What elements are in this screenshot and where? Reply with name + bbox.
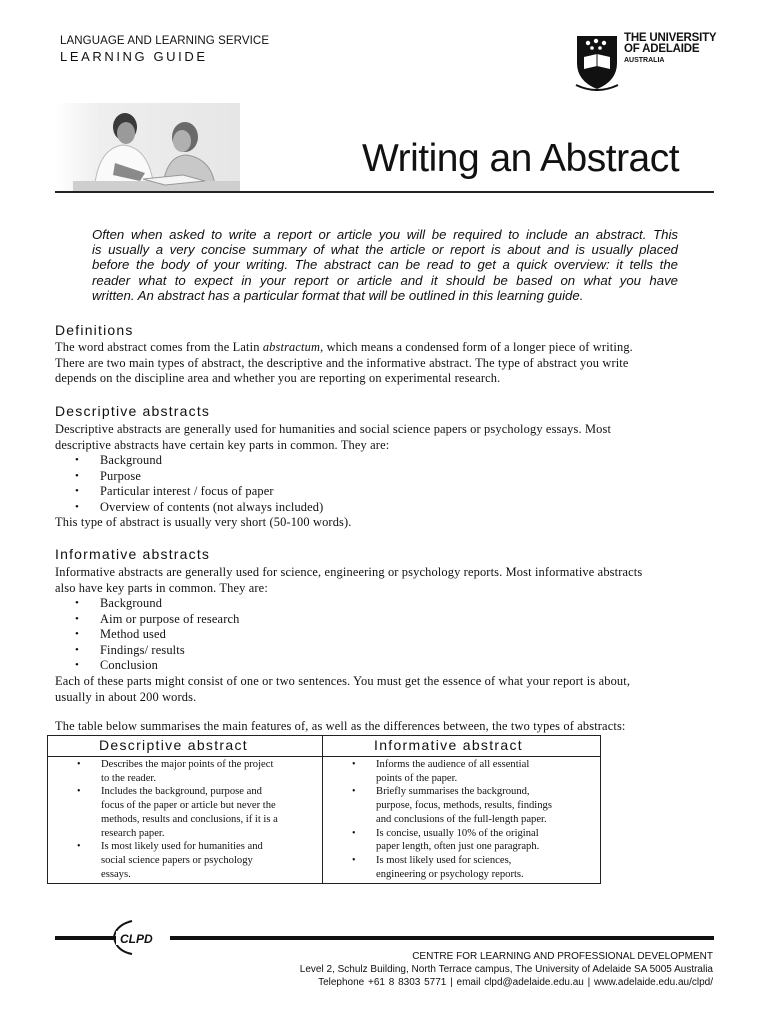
- list-item: [77, 840, 278, 881]
- feature-line: engineering or psychology reports.: [376, 868, 524, 880]
- descriptive-features-list: [77, 758, 278, 881]
- informative-line: Informative abstracts are generally used for science, engineering or psychology reports. Most informative abstracts: [55, 565, 643, 579]
- feature-line: • Includes the background, purpose and: [101, 786, 262, 798]
- list-item: • Purpose: [72, 469, 323, 485]
- feature-line: research paper.: [101, 827, 165, 839]
- table-intro: The table below summarises the main features of, as well as the differences between, the two types of abstracts:: [55, 719, 626, 733]
- list-item: • Method used: [72, 627, 239, 643]
- university-country: AUSTRALIA: [624, 57, 665, 64]
- descriptive-text: [55, 422, 715, 453]
- definitions-line: depends on the discipline area and whether you are reporting on experimental research.: [55, 371, 501, 386]
- intro-line: before the body of your writing. The abstract can be read to get a quick overview: it tells the: [92, 257, 678, 273]
- feature-line: methods, results and conclusions, if it is a: [101, 813, 278, 825]
- service-name: LANGUAGE AND LEARNING SERVICE: [60, 35, 270, 47]
- page-title: Writing an Abstract: [362, 137, 680, 180]
- feature-line: and conclusions of the full-length paper.: [376, 813, 547, 825]
- definitions-text-part: , which means a condensed form of a longer piece of writing.: [320, 340, 633, 354]
- list-item: [77, 785, 278, 840]
- column-divider: [322, 736, 323, 883]
- informative-heading: Informative abstracts: [55, 546, 211, 562]
- clpd-logo-text: CLPD: [120, 932, 153, 946]
- clpd-logo: [110, 917, 170, 957]
- students-photo: [55, 103, 240, 191]
- descriptive-column-heading: Descriptive abstract: [99, 737, 248, 753]
- crest-icon: [574, 33, 620, 91]
- feature-line: • Describes the major points of the project: [101, 759, 274, 770]
- list-item: [352, 785, 552, 826]
- title-divider: [55, 191, 714, 193]
- descriptive-parts-list: [72, 453, 323, 515]
- list-item: • Conclusion: [72, 658, 239, 674]
- list-item: • Particular interest / focus of paper: [72, 484, 323, 500]
- descriptive-line: descriptive abstracts have certain key parts in common. They are:: [55, 437, 390, 452]
- intro-line: written. An abstract has a particular format that will be outlined in this learning guide.: [92, 287, 584, 303]
- guide-label: LEARNING GUIDE: [60, 49, 208, 64]
- descriptive-heading: Descriptive abstracts: [55, 403, 211, 419]
- feature-line: • Is concise, usually 10% of the original: [376, 827, 539, 839]
- intro-line: Often when asked to write a report or article you will be required to include an abstract. This: [92, 227, 678, 242]
- list-item: [352, 827, 552, 854]
- university-name-line2: OF ADELAIDE: [624, 43, 700, 55]
- list-item: [77, 758, 278, 785]
- informative-line: also have key parts in common. They are:: [55, 580, 268, 595]
- footer-address: Level 2, Schulz Building, North Terrace campus, The University of Adelaide SA 5005 Australia: [299, 964, 713, 975]
- intro-paragraph: [92, 227, 678, 303]
- informative-parts-list: [72, 596, 239, 674]
- descriptive-length-note: This type of abstract is usually very short (50-100 words).: [55, 515, 352, 529]
- list-item: [352, 854, 552, 881]
- feature-line: paper length, often just one paragraph.: [376, 841, 540, 853]
- latin-term: abstractum: [262, 340, 321, 354]
- definitions-heading: Definitions: [55, 322, 134, 338]
- list-item: • Aim or purpose of research: [72, 612, 239, 628]
- informative-after-text: [55, 674, 715, 705]
- list-item: • Findings/ results: [72, 643, 239, 659]
- definitions-line: There are two main types of abstract, the descriptive and the informative abstract. The type of abstract you write: [55, 355, 629, 370]
- list-item: • Background: [72, 596, 239, 612]
- feature-line: • Briefly summarises the background,: [376, 786, 530, 798]
- informative-after-line: usually in about 200 words.: [55, 689, 197, 704]
- feature-line: purpose, focus, methods, results, findings: [376, 800, 552, 812]
- feature-line: to the reader.: [101, 772, 157, 784]
- list-item: • Overview of contents (not always included): [72, 500, 323, 516]
- feature-line: essays.: [101, 868, 131, 880]
- feature-line: • Is most likely used for sciences,: [376, 854, 512, 866]
- descriptive-line: Descriptive abstracts are generally used for humanities and social science papers or psychology essays. Most: [55, 422, 612, 436]
- list-item: [352, 758, 552, 785]
- footer-contact: Telephone +61 8 8303 5771 | email clpd@adelaide.edu.au | www.adelaide.edu.au/clpd/: [318, 977, 713, 988]
- feature-line: social science papers or psychology: [101, 854, 253, 866]
- intro-line: reader what to expect in your report or article and it should be based on what you have: [92, 272, 678, 288]
- comparison-table: [47, 735, 601, 884]
- university-logo: [574, 33, 724, 93]
- definitions-text: [55, 340, 715, 387]
- intro-line: is usually a very concise summary of what the article or report is about and is usually placed: [92, 242, 678, 258]
- informative-column-heading: Informative abstract: [374, 737, 523, 753]
- feature-line: • Informs the audience of all essential: [376, 759, 530, 770]
- university-name-line1: THE UNIVERSITY: [624, 32, 717, 44]
- informative-after-line: Each of these parts might consist of one or two sentences. You must get the essence of what your report is about,: [55, 674, 631, 688]
- informative-text: [55, 565, 715, 596]
- informative-features-list: [352, 758, 552, 881]
- feature-line: points of the paper.: [376, 772, 458, 784]
- definitions-text-part: The word abstract comes from the Latin: [55, 340, 263, 354]
- feature-line: • Is most likely used for humanities and: [101, 841, 263, 853]
- footer-organisation: CENTRE FOR LEARNING AND PROFESSIONAL DEVELOPMENT: [412, 951, 713, 962]
- list-item: • Background: [72, 453, 323, 469]
- feature-line: focus of the paper or article but never the: [101, 800, 276, 812]
